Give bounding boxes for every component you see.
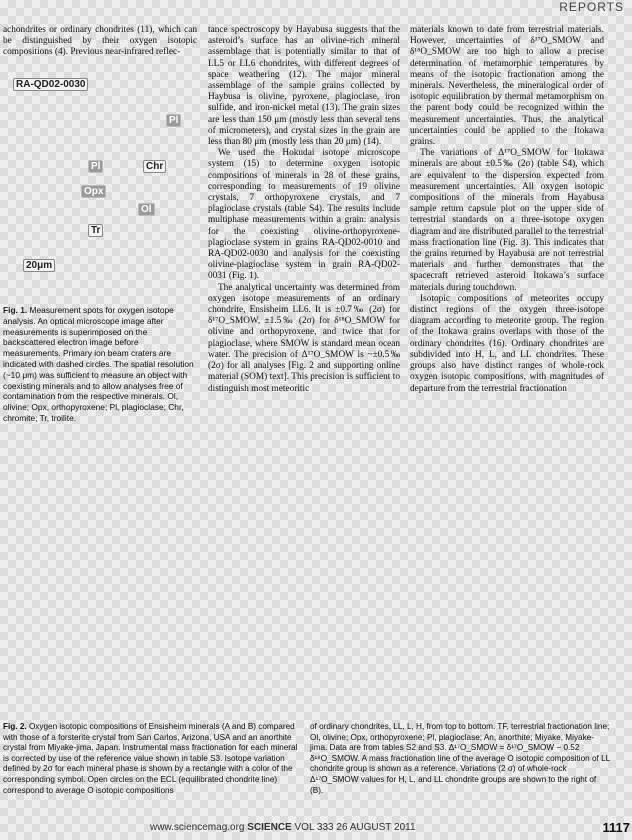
- label-pl-1: Pl: [166, 114, 181, 127]
- figure-2-caption-label: Fig. 2.: [3, 722, 27, 731]
- page-number: 1117: [602, 820, 630, 835]
- figure-2-caption-text-a: Oxygen isotopic compositions of Ensisheim minerals (A and B) compared with those of a forsterite crystal from San Carlos, Arizona, USA and an anorthite crystal from Miyake-jima, Japan. Instrumental mass fractionation for each mineral is corrected by use of the reference value shown in table S3. Isotope variation defined by 2σ for each mineral phase is shown by a rectangle with a color of the corresponding symbol. Open circles on the ECL (equilibrated chondrite line) correspond to average O isotopic compositions: [3, 722, 298, 795]
- figure-1-caption: [3, 305, 197, 424]
- label-chr: Chr: [143, 160, 166, 173]
- label-ol: Ol: [138, 203, 155, 216]
- col3-paragraph-2: The variations of Δ¹⁷O_SMOW for Itokawa minerals are about ±0.5‰ (2σ) (table S4), which are equivalent to the dispersion expected from measurement uncertainties. All oxygen isotopic compositions of the minerals from Hayabusa sample return capsule plot on the upper side of terrestrial standards on a three-isotope oxygen diagram and are distributed parallel to the terrestrial mass fractionation line (Fig. 3). This indicates that the grains returned by Hayabusa are not terrestrial materials and further demonstrates that the spacecraft retrieved asteroid Itokawa’s surface materials during touchdown.: [410, 148, 604, 293]
- section-header: REPORTS: [559, 0, 624, 14]
- col3-paragraph-3: Isotopic compositions of meteorites occupy distinct regions of the oxygen three-isotope diagram according to meteorite group. The region of the Itokawa grains overlaps with those of the ordinary chondrites (16). Ordinary chondrites are subdivided into H, L, and LL chondrites. These groups also have distinct ranges of whole-rock oxygen isotopic compositions, with magnitudes of departure from the terrestrial fractionation: [410, 293, 604, 394]
- footer-site: www.sciencemag.org: [150, 822, 245, 833]
- column-1-text: [3, 25, 197, 63]
- col1-paragraph: achondrites or ordinary chondrites (11), which can be distinguished by their oxygen isotopic compositions (4). Previous near-infrared reflec-: [3, 25, 197, 58]
- label-tr: Tr: [88, 224, 103, 237]
- figure-1-image: [3, 70, 197, 296]
- figure-2-caption-right: [310, 722, 610, 796]
- label-pl-2: Pl: [88, 160, 103, 173]
- footer-date: 26 AUGUST 2011: [336, 822, 416, 833]
- col2-paragraph-1: tance spectroscopy by Hayabusa suggests that the asteroid’s surface has an olivine-rich mineral assemblage that is potentially similar to that of LL5 or LL6 chondrites, with different degrees of space weathering (12). The major mineral assemblage of the sample grains collected by Haybusa is olivine, pyroxene, plagioclase, iron sulfide, and iron-nickel metal (13). The grain sizes are less than 150 μm (mostly less than several tens of micrometers), and crystal sizes in the grain are less than 80 μm (mostly less than 20 μm) (14).: [208, 25, 400, 148]
- col2-paragraph-2: We used the Hokudai isotope microscope system (15) to determine oxygen isotopic compositions of minerals in 28 of these grains, corresponding to measurements of 19 olivine crystals, 7 orthopyroxene crystals, and 7 plagioclase crystals (table S4). The results include multiphase measurements within a grain: analysis for the coexisting olivine-orthopyroxene-plagioclase system in grains RA-QD02-0010 and RA-QD02-0030 and analysis for the coexisting olivine-plagioclase system in grain RA-QD02-0031 (Fig. 1).: [208, 148, 400, 282]
- col2-paragraph-3: The analytical uncertainty was determined from oxygen isotope measurements of an ordinary chondrite, Ensisheim LL6. It is ±0.7‰ (2σ) for δ¹⁷O_SMOW, ±1.5‰ (2σ) for δ¹⁸O_SMOW for olivine and orthopyroxene, and twice that for plagioclase, where SMOW is standard mean ocean water. The precision of Δ¹⁷O_SMOW is ~±0.5‰ (2σ) for all analyses [Fig. 2 and supporting online material (SOM) text]. This precision is sufficient to distinguish most meteoritic: [208, 282, 400, 394]
- figure-2-caption-left: [3, 722, 299, 796]
- footer-volume: VOL 333: [294, 822, 334, 833]
- footer-journal: SCIENCE: [247, 822, 292, 833]
- figure-1-caption-label: Fig. 1.: [3, 305, 28, 315]
- scale-bar-label: 20μm: [23, 259, 55, 272]
- col3-paragraph-1: materials known to date from terrestrial materials. However, uncertainties of δ¹⁷O_SMOW and δ¹⁸O_SMOW are too high to allow a precise determination of metamorphic temperatures by means of the isotopic fractionation among the minerals. Nevertheless, the mineralogical order of isotopic equilibration by thermal metamorphism on the parent body could be recognized within the measurement uncertainties. Thus, the analytical uncertainties could be applied to the Itokawa grains.: [410, 25, 604, 148]
- figure-2-caption-text-b: of ordinary chondrites, LL, L, H, from top to bottom. TF, terrestrial fractionation line; Ol, olivine; Opx, orthopyroxene; Pl, plagioclase; An, anorthite; Miyake, Miyake-jima. Data are from tables S2 and S3. Δ¹⁷O_SMOW = δ¹⁷O_SMOW − 0.52 δ¹⁸O_SMOW. A mass fractionation line of the average O isotopic composition of LL chondrite group is shown as a reference. Variations (2 σ) of whole-rock Δ¹⁷O_SMOW values for H, L, and LL chondrite groups are shown to the right of (B).: [310, 722, 610, 795]
- column-2-text: [208, 25, 400, 425]
- column-3-text: [410, 25, 604, 425]
- sample-label: RA-QD02-0030: [13, 78, 88, 91]
- page-footer: [150, 822, 630, 833]
- label-opx: Opx: [81, 185, 106, 198]
- figure-1-caption-text: Measurement spots for oxygen isotope analysis. An optical microscope image after measurements is superimposed on the backscattered electron image before measurements. Primary ion beam craters are indicated with dashed circles. The spatial resolution (~10 μm) was sufficient to measure an object with coexisting minerals and to allow analyses free of contamination from the respective minerals. Ol, olivine; Opx, orthopyroxene; Pl, plagioclase; Chr, chromite; Tr, troilite.: [3, 305, 194, 423]
